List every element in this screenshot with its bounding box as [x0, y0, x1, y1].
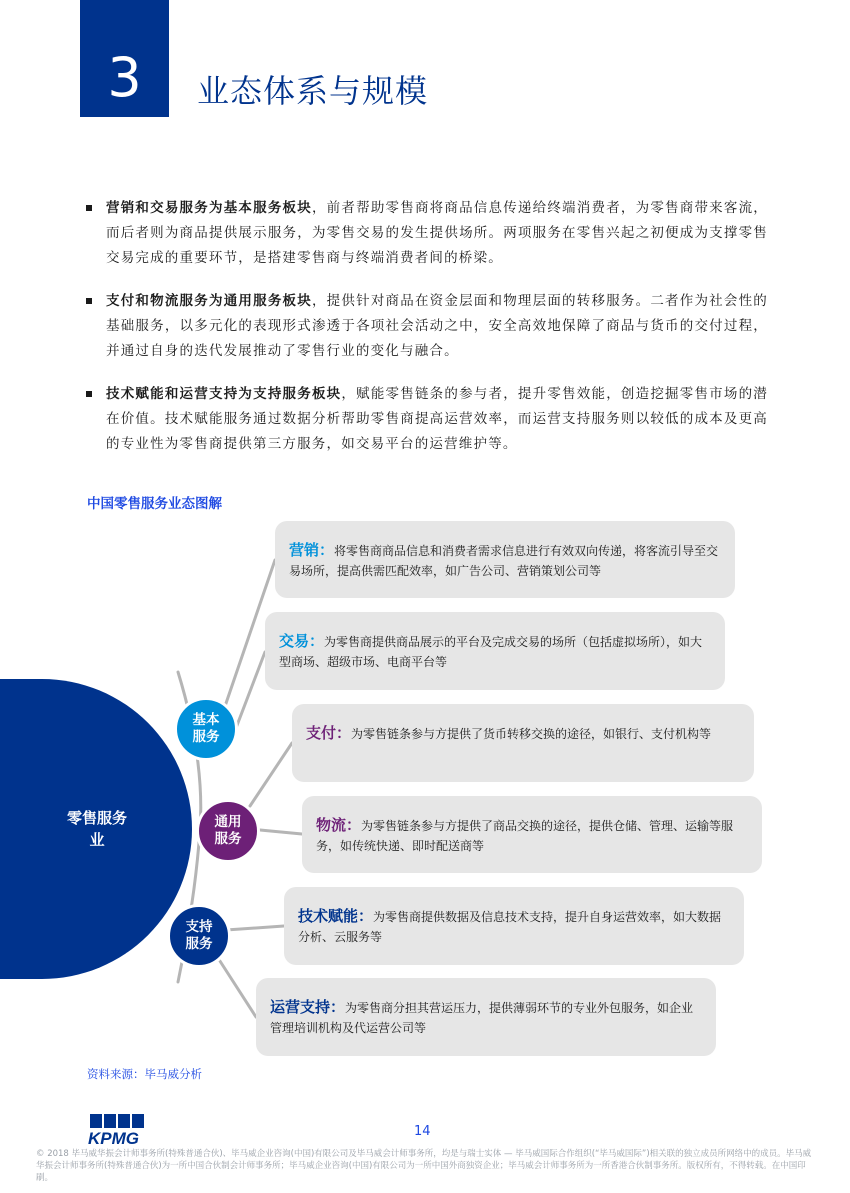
service-box-trading [265, 612, 725, 690]
service-desc: 为零售商分担其营运压力，提供薄弱环节的专业外包服务，如企业管理培训机构及代运营公司等 [270, 1001, 694, 1035]
service-desc: 为零售链条参与方提供了商品交换的途径，提供仓储、管理、运输等服务，如传统快递、即时配送商等 [316, 819, 734, 853]
bullet-text: ，前者帮助零售商将商品信息传递给终端消费者，为零售商带来客流，而后者则为商品提供展示服务，为零售交易的发生提供场所。两项服务在零售兴起之初便成为支撑零售交易完成的重要环节，是搭建零售商与终端消费者间的桥梁。 [106, 200, 768, 266]
connector-payment [250, 743, 292, 806]
service-desc: 将零售商商品信息和消费者需求信息进行有效双向传递，将客流引导至交易场所，提高供需匹配效率，如广告公司、营销策划公司等 [289, 544, 719, 578]
category-label: 通用服务 [214, 814, 242, 847]
service-desc: 为零售商提供数据及信息技术支持，提升自身运营效率，如大数据分析、云服务等 [298, 910, 722, 944]
center-label: 零售服务业 [67, 809, 128, 849]
logo-text: KPMG [88, 1129, 139, 1146]
category-basic-services [174, 697, 238, 761]
service-desc: 为零售链条参与方提供了货币转移交换的途径，如银行、支付机构等 [351, 727, 712, 741]
service-key: 支付： [306, 724, 352, 742]
category-label: 支持服务 [185, 919, 213, 952]
service-box-tech-enablement [284, 887, 744, 965]
service-key: 运营支持： [270, 998, 346, 1016]
category-label: 基本服务 [192, 712, 220, 745]
service-box-logistics [302, 796, 762, 873]
service-key: 物流： [316, 816, 362, 834]
connector-tech [226, 926, 284, 930]
bullet-bold: 营销和交易服务为基本服务板块 [106, 200, 312, 216]
chapter-number: 3 [107, 46, 142, 109]
service-box-operations-support [256, 978, 716, 1056]
category-general-services [196, 799, 260, 863]
category-support-services [167, 904, 231, 968]
bullet-bold: 技术赋能和运营支持为支持服务板块 [106, 386, 342, 402]
bullet-text: ，赋能零售链条的参与者，提升零售效能，创造挖掘零售市场的潜在价值。技术赋能服务通过数据分析帮助零售商提高运营效率，而运营支持服务则以较低的成本及更高的专业性为零售商提供第三方服务，如交易平台的运营维护等。 [106, 386, 768, 452]
page-number: 14 [414, 1124, 431, 1139]
footer-copyright: © 2018 毕马威华振会计师事务所(特殊普通合伙)、毕马威企业咨询(中国)有限公司及毕马威会计师事务所，均是与瑞士实体 — 毕马威国际合作组织(“毕马威国际”)相关联的独立成员所网络中的成员。毕马威华振会计师事务所(特殊普通合伙)为一所中国合伙制会计师事务所；毕马威企业咨询(中国)有限公司为一所中国外商独资企业；毕马威会计师事务所为一所香港合伙制事务所。版权所有，不得转载。在中国印刷。 [36, 1149, 812, 1183]
service-box-marketing [275, 521, 735, 598]
diagram-title: 中国零售服务业态图解 [87, 496, 222, 512]
service-key: 技术赋能： [298, 907, 374, 925]
service-key: 营销： [289, 541, 335, 559]
source-note: 资料来源：毕马威分析 [87, 1067, 202, 1081]
chapter-title: 业态体系与规模 [197, 72, 429, 110]
bullet-text: ，提供针对商品在资金层面和物理层面的转移服务。二者作为社会性的基础服务，以多元化的表现形式渗透于各项社会活动之中，安全高效地保障了商品与货币的交付过程，并通过自身的迭代发展推动了零售行业的变化与融合。 [106, 293, 768, 359]
service-key: 交易： [279, 632, 325, 650]
service-box-payment [292, 704, 754, 782]
connector-logistics [260, 830, 302, 834]
bullet-bold: 支付和物流服务为通用服务板块 [106, 293, 312, 309]
service-desc: 为零售商提供商品展示的平台及完成交易的场所（包括虚拟场所），如大型商场、超级市场、电商平台等 [279, 635, 703, 669]
connector-operations [218, 958, 256, 1017]
kpmg-logo-icon [88, 1114, 148, 1146]
